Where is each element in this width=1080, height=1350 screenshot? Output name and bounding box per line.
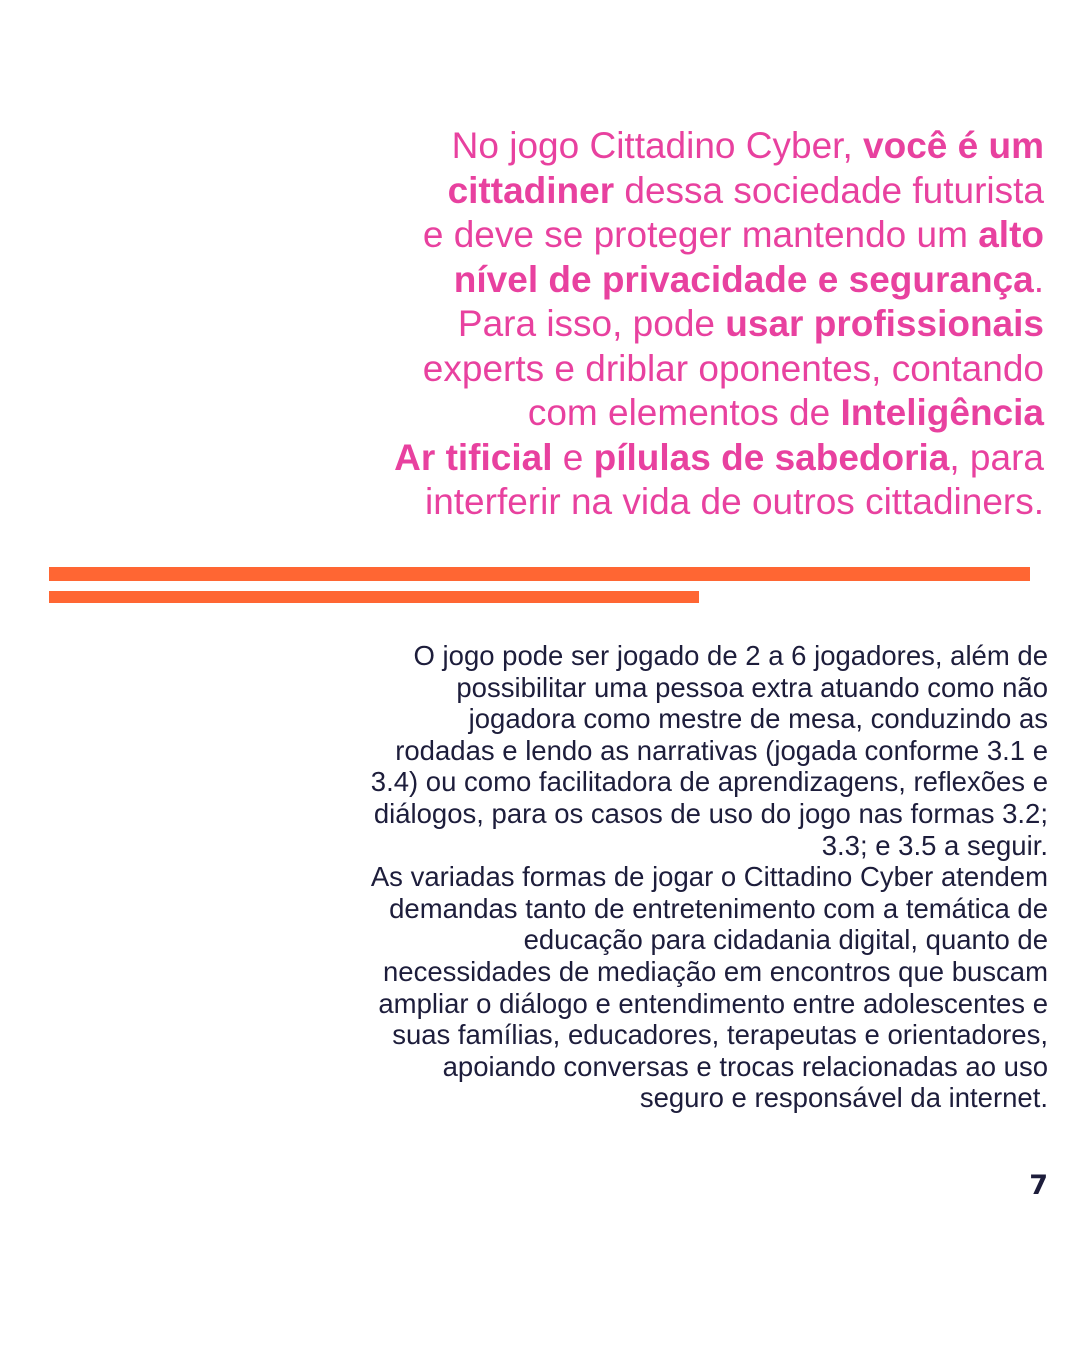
intro-text: . bbox=[1033, 258, 1044, 300]
intro-paragraph bbox=[284, 124, 1044, 525]
body-line: apoiando conversas e trocas relacionadas ao uso bbox=[442, 1050, 1048, 1082]
intro-text: dessa sociedade futurista bbox=[614, 169, 1044, 211]
body-line: demandas tanto de entretenimento com a temática de bbox=[389, 892, 1048, 924]
intro-text: experts e driblar oponentes, contando bbox=[422, 347, 1044, 389]
intro-text: Para isso, pode bbox=[457, 303, 726, 344]
intro-line bbox=[284, 391, 1044, 436]
body-line: O jogo pode ser jogado de 2 a 6 jogadores, além de bbox=[413, 640, 1048, 671]
body-line: suas famílias, educadores, terapeutas e orientadores, bbox=[392, 1019, 1048, 1051]
intro-line bbox=[284, 347, 1044, 392]
intro-emphasis: Ar tificial bbox=[394, 436, 553, 478]
body-line: possibilitar uma pessoa extra atuando como não bbox=[456, 671, 1048, 703]
body-line: As variadas formas de jogar o Cittadino Cyber atendem bbox=[370, 861, 1048, 893]
body-line: ampliar o diálogo e entendimento entre adolescentes e bbox=[378, 987, 1048, 1019]
divider-long bbox=[49, 567, 1030, 581]
body-line: 3.3; e 3.5 a seguir. bbox=[821, 829, 1048, 861]
intro-line bbox=[284, 480, 1044, 525]
intro-text: No jogo Cittadino Cyber, bbox=[451, 125, 864, 166]
intro-text: com elementos de bbox=[527, 392, 841, 433]
intro-line bbox=[284, 169, 1044, 214]
body-line: necessidades de mediação em encontros que buscam bbox=[383, 955, 1048, 987]
intro-line bbox=[284, 213, 1044, 258]
intro-text: , para bbox=[949, 436, 1044, 478]
page-number: 7 bbox=[1029, 1170, 1048, 1201]
intro-text: e bbox=[552, 436, 594, 478]
intro-emphasis: nível de privacidade e segurança bbox=[453, 258, 1034, 300]
intro-line bbox=[284, 302, 1044, 347]
intro-line bbox=[284, 436, 1044, 481]
body-line: jogadora como mestre de mesa, conduzindo as bbox=[468, 703, 1048, 735]
body-line: rodadas e lendo as narrativas (jogada conforme 3.1 e bbox=[395, 734, 1048, 766]
intro-emphasis: cittadiner bbox=[447, 169, 615, 211]
intro-text: e deve se proteger mantendo um bbox=[422, 214, 979, 255]
intro-emphasis: pílulas de sabedoria bbox=[593, 436, 950, 478]
intro-text: interferir na vida de outros cittadiners. bbox=[424, 481, 1044, 522]
body-line: 3.4) ou como facilitadora de aprendizagens, reflexões e bbox=[370, 766, 1048, 798]
body-paragraph bbox=[168, 640, 1048, 1114]
body-line: diálogos, para os casos de uso do jogo nas formas 3.2; bbox=[373, 797, 1048, 829]
body-line: seguro e responsável da internet. bbox=[639, 1082, 1048, 1114]
intro-emphasis: alto bbox=[978, 214, 1044, 255]
body-line: educação para cidadania digital, quanto de bbox=[523, 924, 1048, 956]
intro-line bbox=[284, 258, 1044, 303]
intro-emphasis: usar profissionais bbox=[725, 303, 1044, 344]
intro-emphasis: Inteligência bbox=[840, 392, 1044, 433]
intro-emphasis: você é um bbox=[863, 125, 1044, 166]
divider-short bbox=[49, 591, 699, 603]
intro-line bbox=[284, 124, 1044, 169]
